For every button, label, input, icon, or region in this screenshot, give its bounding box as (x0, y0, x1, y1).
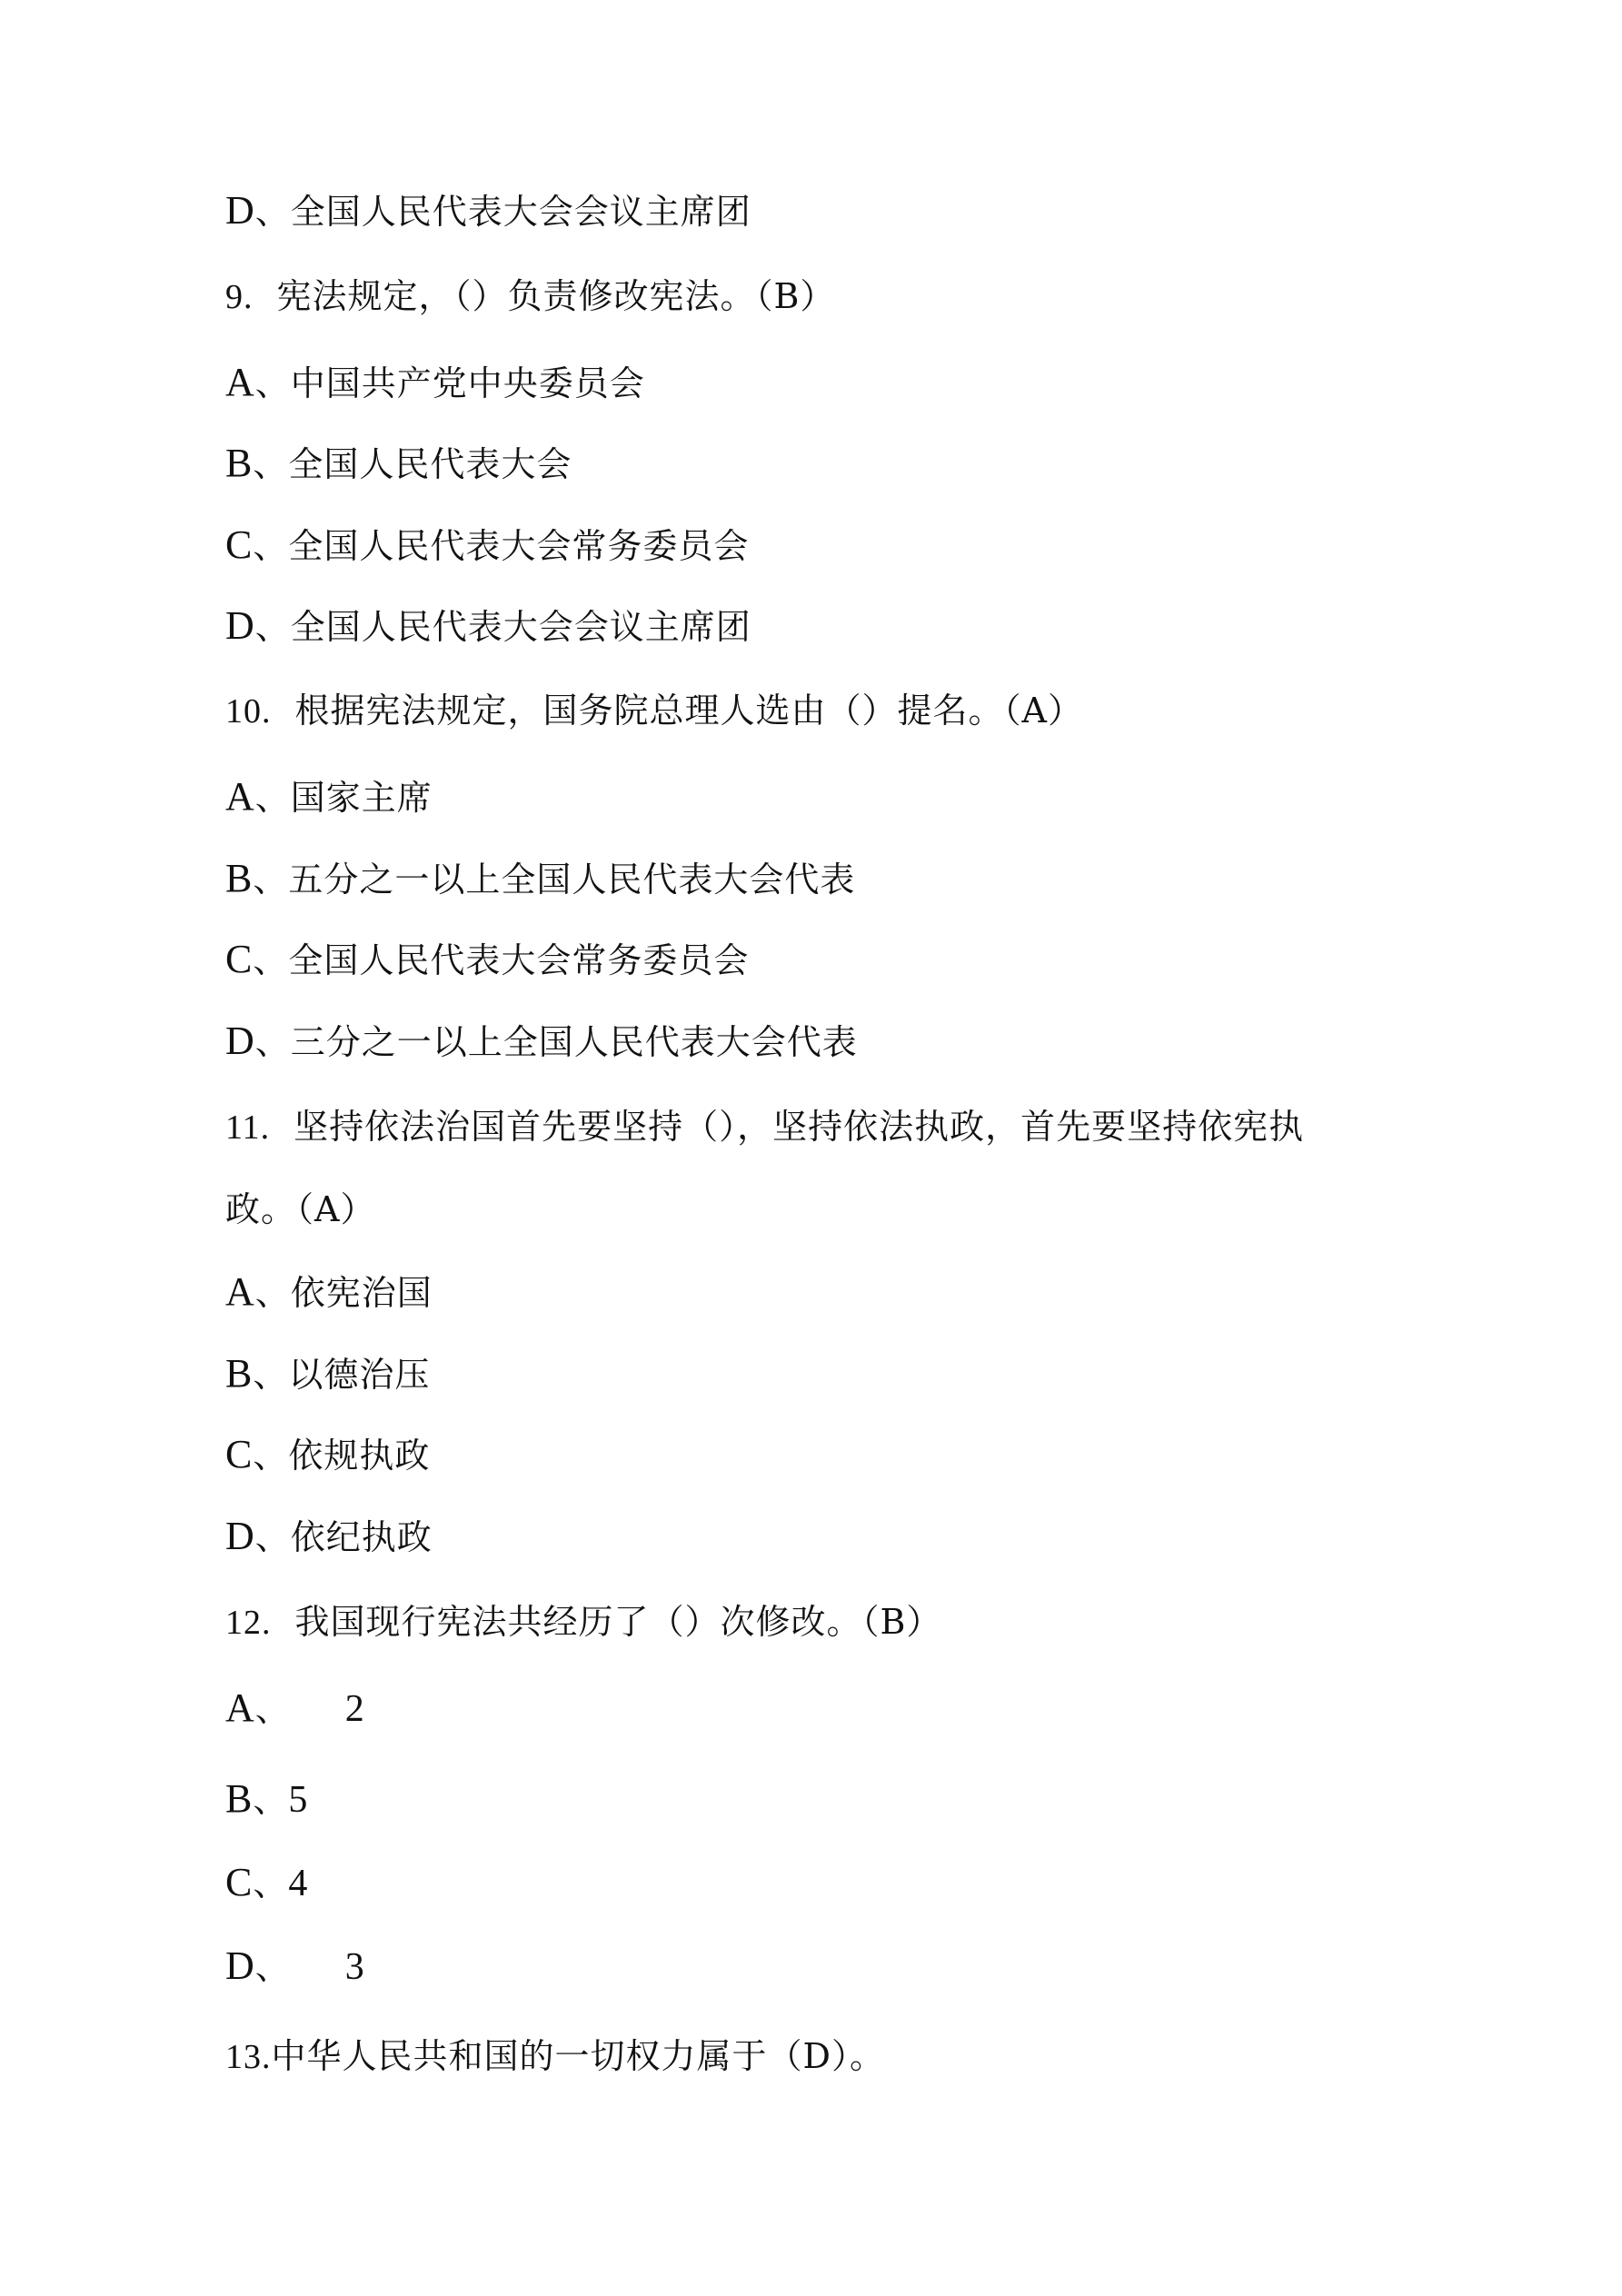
option-letter: B (225, 1351, 254, 1396)
question-line (225, 273, 835, 320)
option-line (225, 1432, 430, 1478)
option-separator: 、 (254, 778, 291, 818)
question-line (225, 688, 1083, 734)
option-text: 全国人民代表大会常务委员会 (288, 940, 750, 980)
option-separator: 、 (254, 363, 291, 403)
question-number: 10. (225, 692, 272, 731)
option-letter: A (225, 360, 255, 404)
option-text: 以德治压 (288, 1355, 431, 1395)
option-separator: 、 (254, 1689, 291, 1729)
option-separator: 、 (253, 1355, 289, 1395)
option-separator: 、 (253, 1864, 289, 1903)
option-letter: D (225, 188, 255, 233)
option-separator: 、 (253, 444, 289, 484)
question-line (225, 2033, 885, 2080)
option-text: 五分之一以上全国人民代表大会代表 (288, 860, 856, 900)
option-line (225, 1943, 365, 1990)
question-text: 中华人民共和国的一切权力属于（D）。 (271, 2036, 885, 2076)
option-letter: A (225, 1685, 255, 1730)
option-separator: 、 (254, 607, 291, 647)
option-letter: A (225, 1269, 255, 1314)
option-line (225, 603, 751, 650)
question-text: 根据宪法规定，国务院总理人选由（）提名。（A） (294, 691, 1083, 731)
option-text: 全国人民代表大会会议主席团 (290, 192, 751, 232)
option-letter: C (225, 1432, 254, 1476)
question-text: 政。（A） (225, 1189, 376, 1229)
option-separator: 、 (254, 1517, 291, 1557)
option-letter: D (225, 603, 255, 648)
option-letter: C (225, 522, 254, 567)
option-line (225, 937, 749, 983)
option-letter: D (225, 1514, 255, 1558)
question-line (225, 1599, 941, 1645)
option-line (225, 1776, 308, 1823)
question-line (225, 1104, 1304, 1150)
question-number: 11. (225, 1108, 271, 1147)
option-value: 4 (288, 1863, 309, 1904)
option-separator: 、 (253, 940, 289, 980)
option-text: 全国人民代表大会 (288, 444, 572, 484)
option-separator: 、 (254, 1947, 291, 1987)
option-letter: B (225, 441, 254, 485)
option-separator: 、 (253, 526, 289, 566)
option-separator: 、 (254, 192, 291, 232)
option-text: 依宪治国 (290, 1273, 433, 1313)
question-continuation (225, 1187, 375, 1232)
option-line (225, 360, 645, 406)
option-text: 三分之一以上全国人民代表大会代表 (290, 1022, 858, 1062)
option-separator: 、 (253, 860, 289, 900)
option-text: 全国人民代表大会常务委员会 (288, 526, 750, 566)
option-letter: C (225, 1860, 254, 1904)
option-text: 国家主席 (290, 778, 433, 818)
option-value: 2 (344, 1688, 365, 1730)
option-text: 依规执政 (288, 1436, 431, 1476)
option-line (225, 188, 751, 234)
option-line (225, 1514, 433, 1560)
option-value: 3 (344, 1946, 365, 1988)
option-line (225, 522, 749, 569)
option-line (225, 1351, 430, 1397)
option-text: 全国人民代表大会会议主席团 (290, 607, 751, 647)
option-letter: A (225, 774, 255, 819)
option-line (225, 856, 855, 902)
option-letter: B (225, 1776, 254, 1821)
option-letter: D (225, 1943, 255, 1988)
option-separator: 、 (253, 1436, 289, 1476)
option-line (225, 774, 433, 820)
question-text: 坚持依法治国首先要坚持（），坚持依法执政，首先要坚持依宪执 (294, 1107, 1305, 1147)
option-text: 依纪执政 (290, 1517, 433, 1557)
option-value: 5 (288, 1779, 309, 1821)
question-text: 我国现行宪法共经历了（）次修改。（B） (294, 1602, 942, 1642)
option-line (225, 441, 572, 487)
question-number: 13. (225, 2038, 272, 2076)
option-letter: B (225, 856, 254, 900)
option-letter: D (225, 1019, 255, 1063)
option-text: 中国共产党中央委员会 (290, 363, 645, 403)
option-separator: 、 (254, 1022, 291, 1062)
question-text: 宪法规定，（）负责修改宪法。（B） (276, 276, 836, 316)
option-letter: C (225, 937, 254, 981)
option-line (225, 1860, 308, 1906)
option-line (225, 1269, 433, 1316)
option-line (225, 1019, 858, 1065)
option-separator: 、 (254, 1273, 291, 1313)
question-number: 12. (225, 1604, 272, 1642)
option-line (225, 1685, 365, 1732)
question-number: 9. (225, 278, 254, 316)
option-separator: 、 (253, 1780, 289, 1820)
